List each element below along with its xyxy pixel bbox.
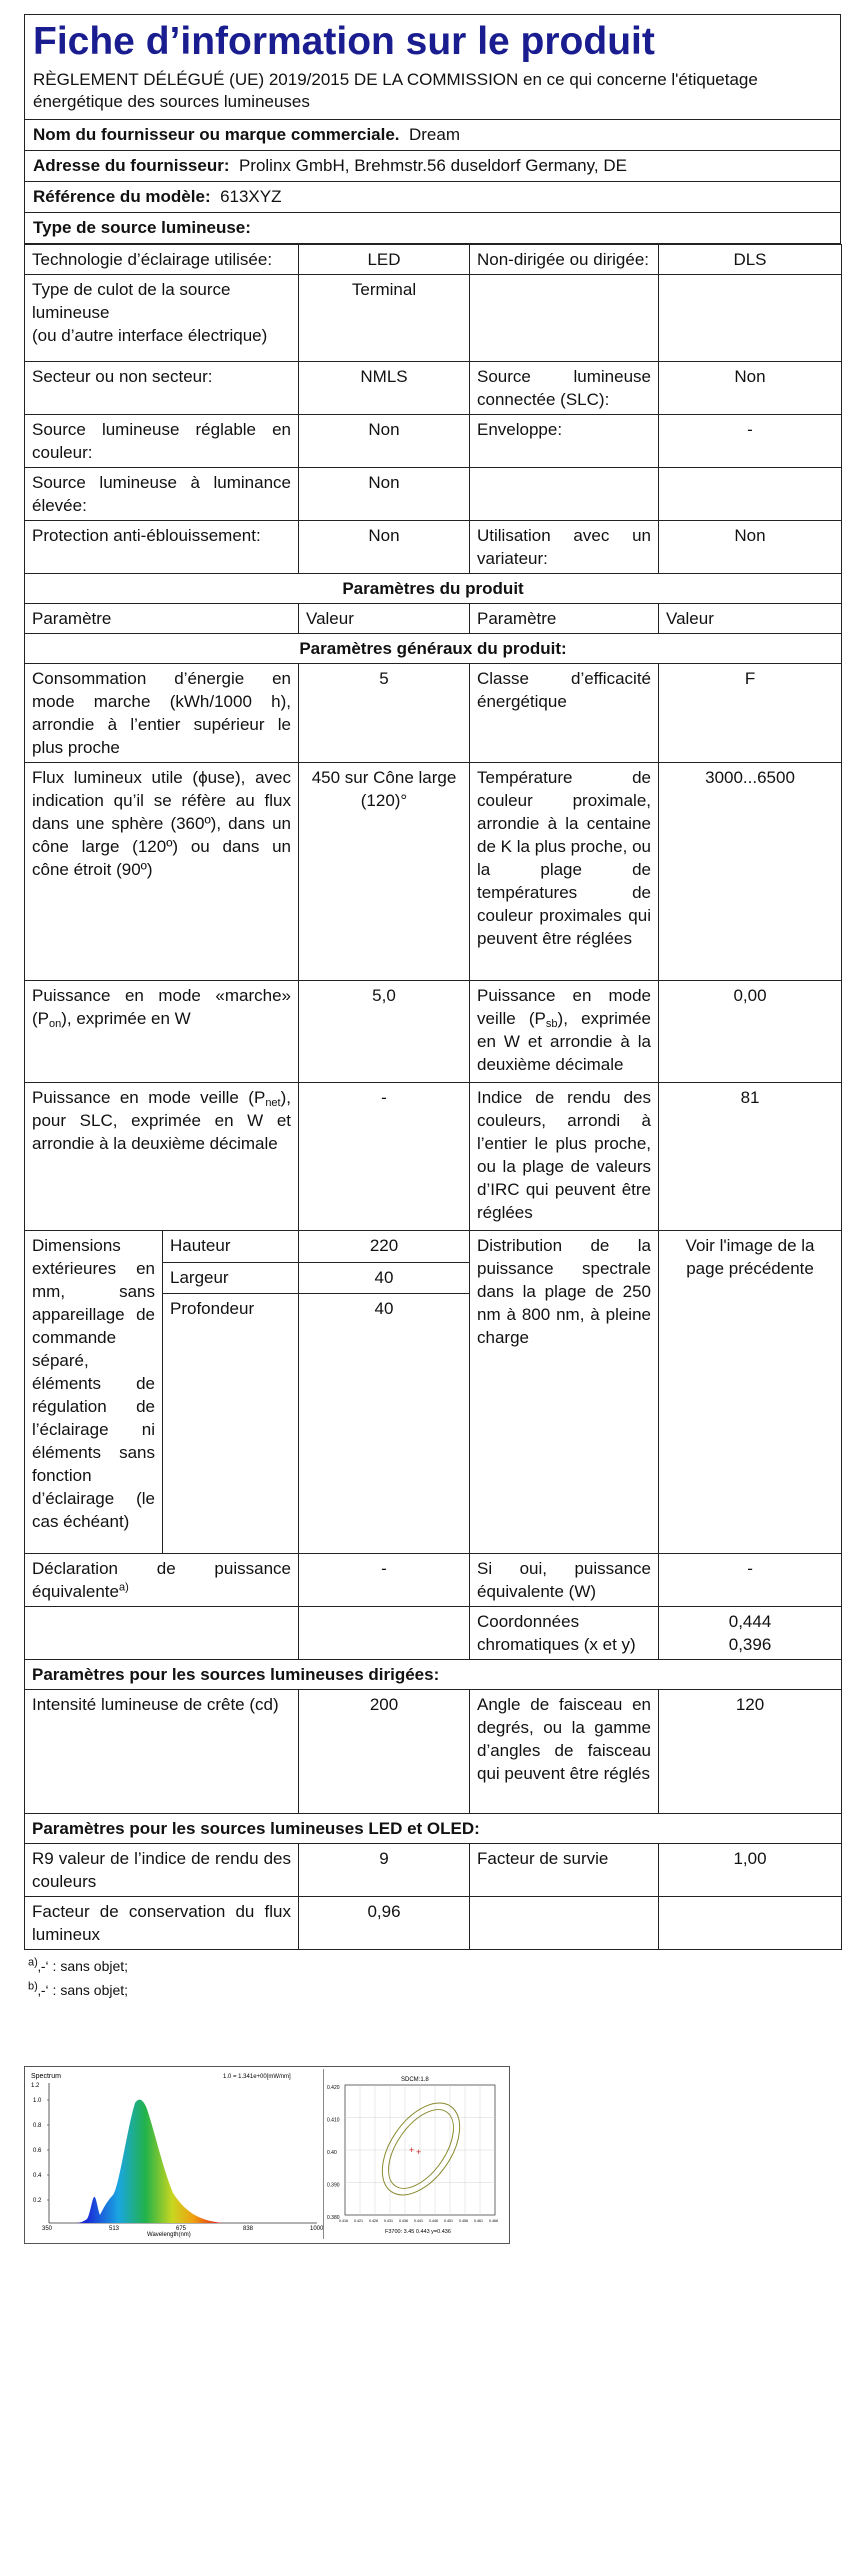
- table-row: [25, 1844, 842, 1897]
- empty-cell: [299, 1607, 470, 1660]
- r9-label: R9 valeur de l’indice de rendu des couleurs: [25, 1844, 299, 1897]
- peak-intensity-label: Intensité lumineuse de crête (cd): [25, 1690, 299, 1814]
- cri-label: Indice de rendu des couleurs, arrondi à l’entier le plus proche, ou la plage de valeurs d’IRC qui peuvent être réglées: [470, 1083, 659, 1231]
- source-type-table: [24, 244, 842, 574]
- spectrum-xlabel: Wavelength(nm): [147, 2232, 191, 2238]
- dimensions-label: Dimensions extérieures en mm, sans appareillage de commande séparé, éléments de régulation de l’éclairage ni éléments sans fonction d’éclairage (le cas échéant): [25, 1231, 163, 1554]
- directional-value: DLS: [659, 245, 842, 275]
- dimmable-label: Utilisation avec un variateur:: [470, 521, 659, 574]
- table-row: [25, 763, 842, 981]
- general-params-heading: Paramètres généraux du produit:: [25, 634, 842, 664]
- source-type-heading-row: [24, 213, 841, 244]
- spectrum-x-tick-label: 675: [176, 2226, 187, 2232]
- net-standby-label: Puissance en mode veille $(P_{net})$, pour SLC, exprimée en W et arrondie à la deuxième décimale: [25, 1083, 299, 1231]
- cie-x-tick-label: 0.421: [354, 2219, 363, 2223]
- spectrum-y-tick-label: 0.8: [33, 2123, 42, 2129]
- footnotes: [24, 1954, 841, 2002]
- source-type-heading: Type de source lumineuse:: [33, 218, 251, 237]
- on-power-value: 5,0: [299, 981, 470, 1083]
- empty-cell: [659, 1897, 842, 1950]
- measurement-figures: [24, 2066, 510, 2244]
- empty-cell: [25, 1607, 299, 1660]
- empty-cell: [659, 275, 842, 362]
- beam-angle-label: Angle de faisceau en degrés, ou la gamme d’angles de faisceau qui peuvent être réglés: [470, 1690, 659, 1814]
- spectrum-ymax: 1.2: [31, 2083, 40, 2089]
- dimmable-value: Non: [659, 521, 842, 574]
- table-row: [25, 1607, 842, 1660]
- spectrum-x-tick-label: 350: [42, 2226, 53, 2232]
- consumption-value: 5: [299, 664, 470, 763]
- cap-label: Type de culot de la source lumineuse: [32, 280, 231, 322]
- product-params-table: [24, 573, 842, 1950]
- spectrum-y-tick-label: 1.0: [33, 2098, 42, 2104]
- empty-cell: [470, 1897, 659, 1950]
- spectrum-x-tick-label: 513: [109, 2226, 120, 2232]
- cie-x-tick-label: 0.456: [459, 2219, 468, 2223]
- on-power-label: Puissance en mode «marche» $(P_{on})$, exprimée en W: [25, 981, 299, 1083]
- cie-xlabel: F3700: 3.45 0.443 y=0.436: [385, 2229, 451, 2235]
- measured-point-marker: +: [416, 2147, 422, 2157]
- width-label: Largeur: [163, 1262, 299, 1294]
- spectrum-y-tick-label: 0.6: [33, 2148, 42, 2154]
- directional-heading: Paramètres pour les sources lumineuses dirigées:: [25, 1660, 842, 1690]
- chroma-x: 0,444: [728, 1612, 772, 1631]
- table-row: [25, 1690, 842, 1814]
- col-param-header: Paramètre: [25, 604, 299, 634]
- consumption-label: Consommation d’énergie en mode marche (kWh/1000 h), arrondie à l’entier supérieur le plus proche: [25, 664, 299, 763]
- col-param-header-2: Paramètre: [470, 604, 659, 634]
- empty-cell: [659, 468, 842, 521]
- equiv-power-value: -: [659, 1554, 842, 1607]
- model-value: 613XYZ: [220, 187, 282, 206]
- net-standby-value: -: [299, 1083, 470, 1231]
- table-row: [25, 981, 842, 1083]
- cri-value: 81: [659, 1083, 842, 1231]
- model-label: Référence du modèle:: [33, 187, 211, 206]
- envelope-value: -: [659, 415, 842, 468]
- cie-title: SDCM:1.8: [401, 2077, 429, 2083]
- flux-value: 450 sur Cône large (120)°: [299, 763, 470, 981]
- high-luminance-label: Source lumineuse à luminance élevée:: [25, 468, 299, 521]
- cie-x-tick-label: 0.451: [444, 2219, 453, 2223]
- survival-label: Facteur de survie: [470, 1844, 659, 1897]
- table-row: [25, 1083, 842, 1231]
- anti-glare-label: Protection anti-éblouissement:: [25, 521, 299, 574]
- chromaticity-chart: [323, 2069, 506, 2239]
- table-row: [25, 1660, 842, 1690]
- cie-x-tick-label: 0.426: [369, 2219, 378, 2223]
- flux-label: Flux lumineux utile (ϕuse), avec indication qu’il se réfère au flux dans une sphère (360º), dans un cône large (120º) ou dans un cône étroit (90º): [25, 763, 299, 981]
- supplier-address-value: Prolinx GmbH, Brehmstr.56 duseldorf Germany, DE: [238, 156, 627, 175]
- r9-value: 9: [299, 1844, 470, 1897]
- anti-glare-value: Non: [299, 521, 470, 574]
- table-row: [25, 468, 842, 521]
- footnote-b: $^{b)}$‚-‘ : sans objet;: [28, 1980, 129, 1998]
- height-label: Hauteur: [163, 1231, 299, 1263]
- table-row: [25, 275, 842, 362]
- equiv-label: Déclaration de puissance équivalente$^{a)}$: [25, 1554, 299, 1607]
- high-luminance-value: Non: [299, 468, 470, 521]
- table-row: [25, 1231, 842, 1263]
- cie-y-tick-label: 0.410: [327, 2117, 340, 2124]
- product-params-heading: Paramètres du produit: [25, 574, 842, 604]
- equiv-power-label: Si oui, puissance équivalente (W): [470, 1554, 659, 1607]
- cap-cell: [25, 275, 299, 362]
- chroma-value: [659, 1607, 842, 1660]
- spectrum-y-tick-label: 0.4: [33, 2173, 42, 2179]
- supplier-address-label: Adresse du fournisseur:: [33, 156, 230, 175]
- target-point-marker: +: [409, 2145, 415, 2155]
- cap-value: Terminal: [299, 275, 470, 362]
- table-row: [25, 604, 842, 634]
- spectrum-info: 1.0 = 1.341e+00[mW/nm]: [223, 2074, 291, 2080]
- envelope-label: Enveloppe:: [470, 415, 659, 468]
- chroma-label: Coordonnées chromatiques (x et y): [470, 1607, 659, 1660]
- width-value: 40: [299, 1262, 470, 1294]
- spectrum-chart: [27, 2069, 323, 2239]
- table-row: [25, 415, 842, 468]
- cie-x-tick-label: 0.466: [489, 2219, 498, 2223]
- colour-tunable-value: Non: [299, 415, 470, 468]
- cie-x-tick-label: 0.461: [474, 2219, 483, 2223]
- table-row: [25, 245, 842, 275]
- mains-value: NMLS: [299, 362, 470, 415]
- spectrum-x-tick-label: 1000: [310, 2226, 323, 2232]
- cie-x-tick-label: 0.431: [384, 2219, 393, 2223]
- connected-value: Non: [659, 362, 842, 415]
- efficiency-class-value: F: [659, 664, 842, 763]
- table-row: [25, 574, 842, 604]
- colour-tunable-label: Source lumineuse réglable en couleur:: [25, 415, 299, 468]
- cct-label: Température de couleur proximale, arrondie à la centaine de K la plus proche, ou la plage de températures de couleur proximales qui peuvent être réglées: [470, 763, 659, 981]
- header-box: [24, 14, 841, 120]
- efficiency-class-label: Classe d’efficacité énergétique: [470, 664, 659, 763]
- regulation-text: RÈGLEMENT DÉLÉGUÉ (UE) 2019/2015 DE LA COMMISSION en ce qui concerne l'étiquetage énergétique des sources lumineuses: [33, 70, 758, 111]
- mains-label: Secteur ou non secteur:: [25, 362, 299, 415]
- spd-value: Voir l'image de la page précédente: [659, 1231, 842, 1554]
- empty-cell: [470, 468, 659, 521]
- spectrum-x-tick-label: 838: [243, 2226, 254, 2232]
- table-row: [25, 1554, 842, 1607]
- peak-intensity-value: 200: [299, 1690, 470, 1814]
- led-heading: Paramètres pour les sources lumineuses LED et OLED:: [25, 1814, 842, 1844]
- footnote-a: $^{a)}$‚-‘ : sans objet;: [28, 1956, 129, 1974]
- col-value-header-2: Valeur: [659, 604, 842, 634]
- equiv-value: -: [299, 1554, 470, 1607]
- survival-value: 1,00: [659, 1844, 842, 1897]
- supplier-name-value: Dream: [408, 125, 460, 144]
- tech-value: LED: [299, 245, 470, 275]
- table-row: [25, 1814, 842, 1844]
- model-row: [24, 182, 841, 213]
- table-row: [25, 521, 842, 574]
- cap-label-2: (ou d’autre interface électrique): [32, 326, 268, 345]
- cie-x-tick-label: 0.416: [339, 2219, 348, 2223]
- connected-label: Source lumineuse connectée (SLC):: [470, 362, 659, 415]
- chroma-y: 0,396: [728, 1635, 772, 1654]
- tech-label: Technologie d’éclairage utilisée:: [25, 245, 299, 275]
- maintenance-value: 0,96: [299, 1897, 470, 1950]
- height-value: 220: [299, 1231, 470, 1263]
- cie-x-ticks: [339, 2219, 498, 2223]
- spd-label: Distribution de la puissance spectrale dans la plage de 250 nm à 800 nm, à pleine charge: [470, 1231, 659, 1554]
- standby-value: 0,00: [659, 981, 842, 1083]
- cie-y-tick-label: 0.420: [327, 2085, 340, 2091]
- page-title: Fiche d’information sur le produit: [33, 20, 655, 63]
- product-information-sheet: [24, 14, 841, 2002]
- beam-angle-value: 120: [659, 1690, 842, 1814]
- cie-x-tick-label: 0.441: [414, 2219, 423, 2223]
- cct-value: 3000...6500: [659, 763, 842, 981]
- cie-y-tick-label: 0.380: [327, 2215, 340, 2221]
- cie-y-tick-label: 0.390: [327, 2182, 340, 2189]
- cie-x-tick-label: 0.436: [399, 2219, 408, 2223]
- table-row: [25, 634, 842, 664]
- table-row: [25, 362, 842, 415]
- spectrum-y-tick-label: 0.2: [33, 2198, 42, 2204]
- col-value-header: Valeur: [299, 604, 470, 634]
- maintenance-label: Facteur de conservation du flux lumineux: [25, 1897, 299, 1950]
- depth-value: 40: [299, 1294, 470, 1554]
- directional-label: Non-dirigée ou dirigée:: [470, 245, 659, 275]
- standby-label: Puissance en mode veille $(P_{sb})$, exprimée en W et arrondie à la deuxième décimale: [470, 981, 659, 1083]
- supplier-name-label: Nom du fournisseur ou marque commerciale.: [33, 125, 400, 144]
- table-row: [25, 1897, 842, 1950]
- supplier-address-row: [24, 151, 841, 182]
- depth-label: Profondeur: [163, 1294, 299, 1554]
- table-row: [25, 664, 842, 763]
- cie-y-tick-label: 0.40: [327, 2150, 337, 2156]
- supplier-name-row: [24, 120, 841, 151]
- spectrum-title: Spectrum: [31, 2073, 61, 2080]
- cie-x-tick-label: 0.446: [429, 2219, 438, 2223]
- empty-cell: [470, 275, 659, 362]
